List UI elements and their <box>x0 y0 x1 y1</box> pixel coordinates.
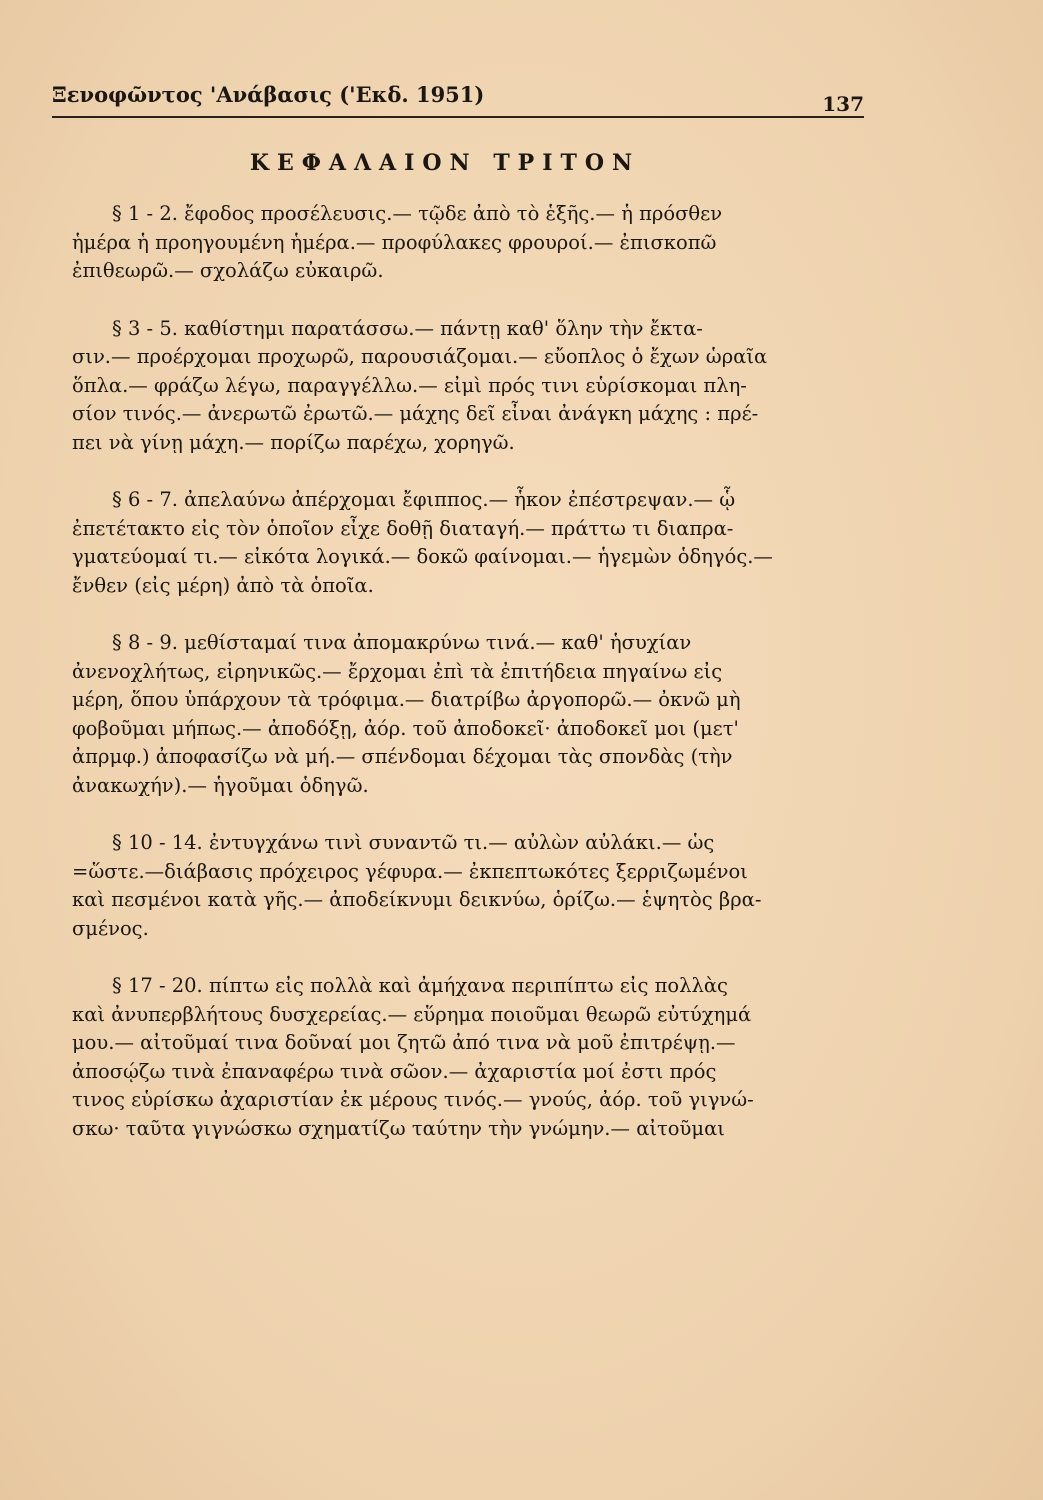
section-1-2 <box>72 200 870 286</box>
text-line: ἀποσῴζω τινὰ ἐπαναφέρω τινὰ σῶον.— ἀχαριστία μοί ἐστι πρός <box>72 1059 717 1083</box>
text-line: ἀπρμφ.) ἀποφασίζω νὰ μή.— σπένδομαι δέχομαι τὰς σπονδὰς (τὴν <box>72 745 733 768</box>
text-line: ἐπετέτακτο εἰς τὸν ὁποῖον εἶχε δοθῇ διαταγή.— πράττω τι διαπρα- <box>72 516 734 540</box>
text-line: =ὥστε.—διάβασις πρόχειρος γέφυρα.— ἐκπεπτωκότες ξερριζωμένοι <box>72 859 748 883</box>
text-line: § 17 - 20. πίπτω εἰς πολλὰ καὶ ἀμήχανα περιπίπτω εἰς πολλὰς <box>112 974 728 997</box>
text-line: σίον τινός.— ἀνερωτῶ ἐρωτῶ.— μάχης δεῖ εἶναι ἀνάγκη μάχης : πρέ- <box>72 402 759 425</box>
chapter-title: ΚΕΦΑΛΑΙΟΝ ΤΡΙΤΟΝ <box>249 150 641 176</box>
text-line: ἐπιθεωρῶ.— σχολάζω εὐκαιρῶ. <box>72 259 384 282</box>
text-line: φοβοῦμαι μήπως.— ἀποδόξῃ, ἀόρ. τοῦ ἀποδοκεῖ· ἀποδοκεῖ μοι (μετ' <box>72 716 739 740</box>
text-line: ὅπλα.— φράζω λέγω, παραγγέλλω.— εἰμὶ πρός τινι εὑρίσκομαι πλη- <box>72 373 747 397</box>
text-line: ἡμέρα ἡ προηγουμένη ἡμέρα.— προφύλακες φρουροί.— ἐπισκοπῶ <box>72 230 717 254</box>
text-line: § 3 - 5. καθίστημι παρατάσσω.— πάντῃ καθ' ὅλην τὴν ἔκτα- <box>112 316 703 340</box>
section-3-5 <box>72 315 870 458</box>
section-17-20 <box>72 972 870 1143</box>
text-line: πει νὰ γίνῃ μάχη.— πορίζω παρέχω, χορηγῶ. <box>72 430 515 454</box>
section-6-7 <box>72 486 870 600</box>
text-line: § 10 - 14. ἐντυγχάνω τινὶ συναντῶ τι.— αὐλὼν αὐλάκι.— ὡς <box>112 831 715 854</box>
text-line: σμένος. <box>72 916 149 940</box>
text-line: § 6 - 7. ἀπελαύνω ἀπέρχομαι ἔφιππος.— ἧκον ἐπέστρεψαν.— ᾧ <box>112 488 736 511</box>
text-line: γματεύομαί τι.— εἰκότα λογικά.— δοκῶ φαίνομαι.— ἡγεμὼν ὁδηγός.— <box>72 545 773 568</box>
text-line: ἔνθεν (εἰς μέρη) ἀπὸ τὰ ὁποῖα. <box>72 573 374 597</box>
text-line: καὶ πεσμένοι κατὰ γῆς.— ἀποδείκνυμι δεικνύω, ὁρίζω.— ἑψητὸς βρα- <box>72 888 762 911</box>
text-line: τινος εὑρίσκω ἀχαριστίαν ἐκ μέρους τινός.— γνούς, ἀόρ. τοῦ γιγνώ- <box>72 1088 754 1111</box>
glossary-sections <box>72 200 870 1172</box>
running-head <box>52 82 864 116</box>
page-number: 137 <box>822 92 864 116</box>
header-rule <box>52 116 864 118</box>
text-line: καὶ ἀνυπερβλήτους δυσχερείας.— εὕρημα ποιοῦμαι θεωρῶ εὐτύχημά <box>72 1002 752 1026</box>
text-line: μέρη, ὅπου ὑπάρχουν τὰ τρόφιμα.— διατρίβω ἀργοπορῶ.— ὀκνῶ μὴ <box>72 688 741 711</box>
text-line: ἀνενοχλήτως, εἰρηνικῶς.— ἔρχομαι ἐπὶ τὰ ἐπιτήδεια πηγαίνω εἰς <box>72 659 723 683</box>
text-line: ἀνακωχήν).— ἡγοῦμαι ὁδηγῶ. <box>72 773 369 797</box>
text-line: μου.— αἰτοῦμαί τινα δοῦναί μοι ζητῶ ἀπό τινα νὰ μοῦ ἐπιτρέψῃ.— <box>72 1031 736 1054</box>
text-line: σιν.— προέρχομαι προχωρῶ, παρουσιάζομαι.— εὔοπλος ὁ ἔχων ὡραῖα <box>72 345 768 368</box>
section-10-14 <box>72 829 870 943</box>
text-line: σκω· ταῦτα γιγνώσκω σχηματίζω ταύτην τὴν γνώμην.— αἰτοῦμαι <box>72 1116 725 1140</box>
running-title: Ξενοφῶντος 'Ανάβασις ('Εκδ. 1951) <box>52 82 485 107</box>
section-8-9 <box>72 629 870 800</box>
text-line: § 8 - 9. μεθίσταμαί τινα ἀπομακρύνω τινά.— καθ' ἡσυχίαν <box>112 631 692 654</box>
text-line: § 1 - 2. ἔφοδος προσέλευσις.— τῷδε ἀπὸ τὸ ἑξῆς.— ἡ πρόσθεν <box>112 202 723 225</box>
